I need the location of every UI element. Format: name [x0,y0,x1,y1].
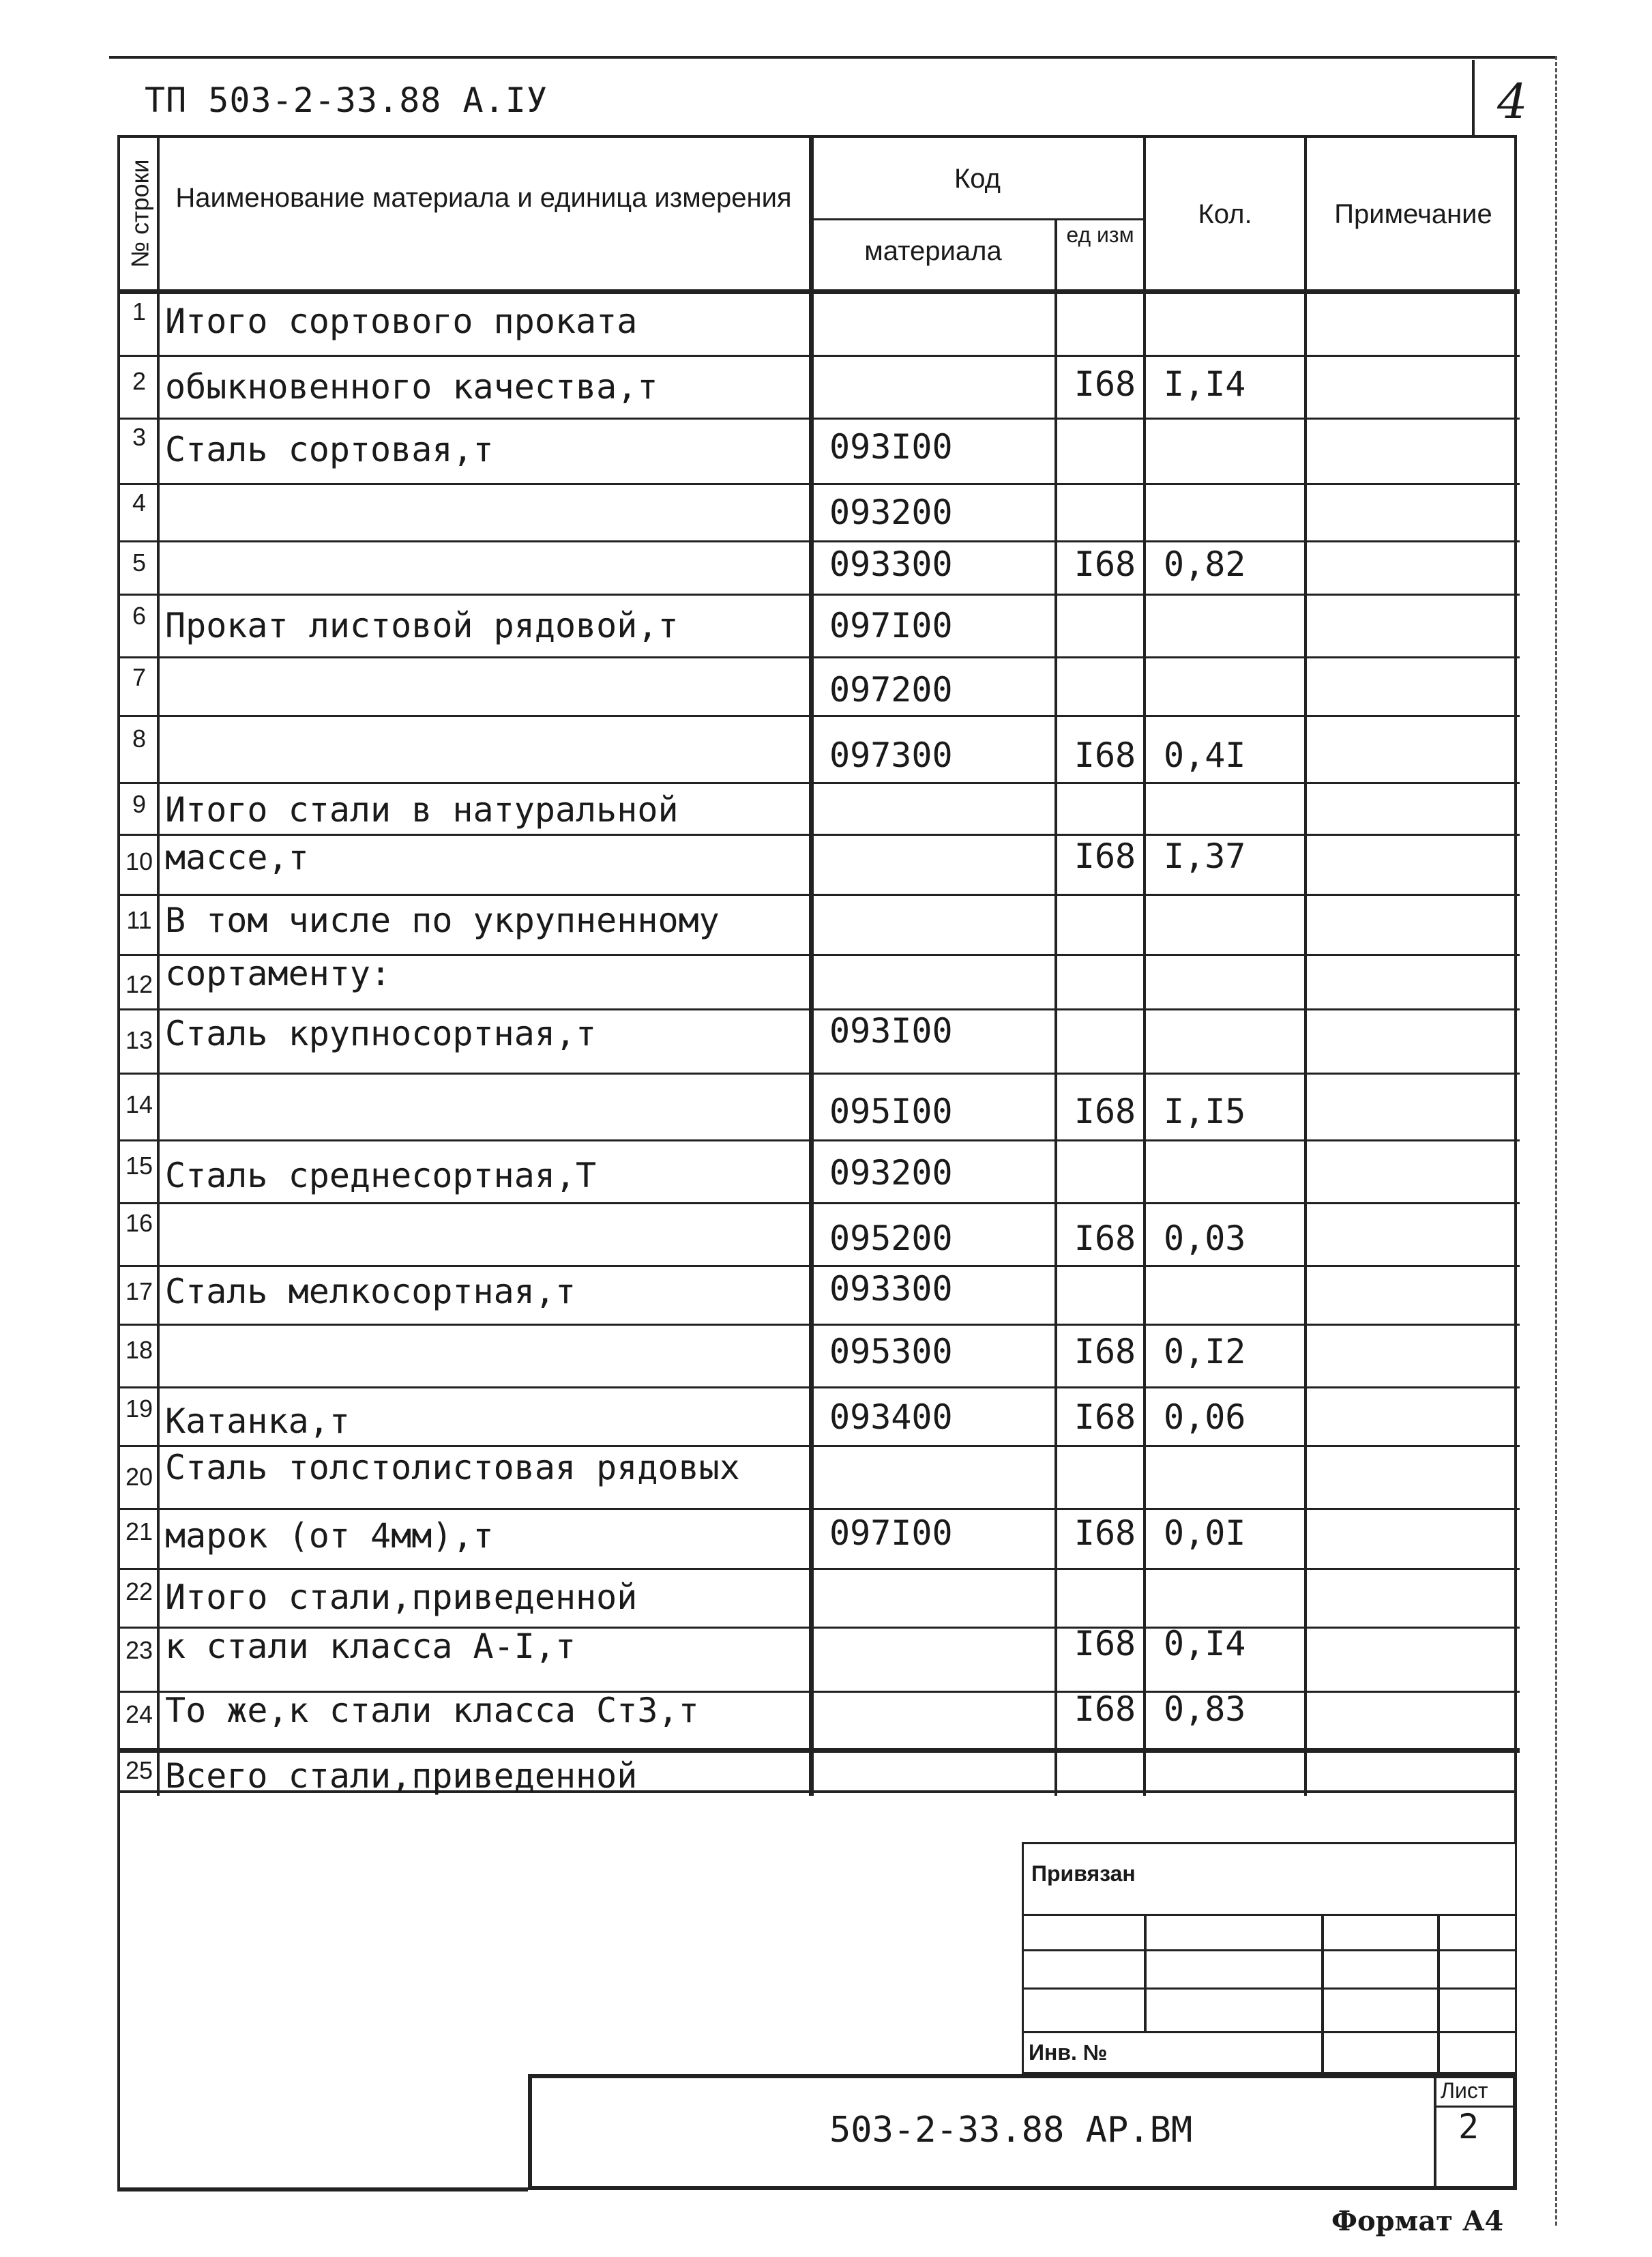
stamp-rule [1024,1914,1515,1916]
row-rule [120,1139,1520,1141]
row-number: 16 [125,1209,153,1237]
page-bottom-border [117,2187,528,2192]
page-right-border [1514,1793,1517,1842]
row-qty: 0,I4 [1164,1624,1246,1663]
row-qty: 0,03 [1164,1219,1246,1258]
row-name: массе,т [165,838,309,877]
header-name: Наименование материала и единица измерения [175,183,792,213]
row-unit: I68 [1074,1332,1136,1371]
row-rule [120,1568,1520,1570]
row-name: В том числе по укрупненному [165,901,720,940]
stamp-rule [1024,1949,1515,1951]
row-name: обыкновенного качества,т [165,367,658,407]
stamp-rule [1024,2031,1515,2033]
row-number: 1 [132,297,147,325]
row-code: 093300 [829,544,953,584]
row-qty: I,I4 [1164,364,1246,404]
row-rule [120,1008,1520,1010]
row-code: 093200 [829,1153,953,1193]
row-rule [120,894,1520,896]
row-unit: I68 [1074,836,1136,876]
row-code: 095200 [829,1219,953,1258]
row-rule [120,1445,1520,1447]
row-rule [120,1386,1520,1388]
row-rule [120,594,1520,596]
materials-table [117,135,1517,1796]
col-divider-name [809,138,814,1796]
col-divider-qty [1304,138,1307,1796]
row-number: 10 [125,847,153,875]
stamp-rule [1024,1987,1515,1990]
page-number: 4 [1497,74,1528,130]
row-name: Итого стали в натуральной [165,790,679,830]
row-number: 14 [125,1090,153,1118]
row-rule [120,1265,1520,1267]
row-number: 6 [132,602,147,630]
header-row-number: № строки [126,159,154,268]
row-unit: I68 [1074,1092,1136,1131]
row-number: 19 [125,1395,153,1423]
header-unit: ед изм [1066,222,1134,247]
row-unit: I68 [1074,1689,1136,1729]
row-number: 20 [125,1463,153,1491]
row-name: марок (от 4мм),т [165,1516,494,1556]
row-rule [120,418,1520,420]
row-name: Катанка,т [165,1401,350,1441]
row-number: 8 [132,725,147,753]
row-number: 17 [125,1277,153,1305]
col-divider-material [1054,218,1057,1796]
row-unit: I68 [1074,736,1136,775]
row-number: 3 [132,423,147,451]
sheet-label: Лист [1441,2078,1488,2103]
row-rule [120,834,1520,836]
row-code: 095I00 [829,1092,953,1131]
row-code: 097I00 [829,606,953,645]
row-qty: 0,82 [1164,544,1246,584]
row-rule [120,540,1520,542]
row-rule [120,1324,1520,1326]
row-rule [120,1202,1520,1204]
row-unit: I68 [1074,1219,1136,1258]
row-name: Сталь мелкосортная,т [165,1272,576,1311]
row-number: 5 [132,549,147,577]
row-name: Всего стали,приведенной [165,1756,638,1796]
header-rule [109,56,1555,59]
row-name: сортаменту: [165,954,392,993]
row-number: 13 [125,1026,153,1054]
row-rule [120,483,1520,485]
row-number: 25 [125,1756,153,1784]
title-block-divider [1434,2078,1436,2186]
row-code: 093200 [829,493,953,532]
row-qty: I,I5 [1164,1092,1246,1131]
row-rule [120,782,1520,784]
row-number: 7 [132,663,147,691]
row-rule [120,355,1520,357]
document-code: 503-2-33.88 АР.ВМ [829,2110,1193,2151]
row-unit: I68 [1074,1397,1136,1437]
row-code: 093I00 [829,1011,953,1051]
row-number: 4 [132,489,147,516]
document-header-code: ТП 503-2-33.88 А.IУ [145,81,548,120]
trim-line [1555,56,1557,2226]
attached-label: Привязан [1031,1861,1136,1886]
row-name: Сталь сортовая,т [165,430,494,469]
row-qty: 0,06 [1164,1397,1246,1437]
row-code: 097300 [829,736,953,775]
row-qty: 0,4I [1164,736,1246,775]
row-name: Сталь среднесортная,Т [165,1156,597,1195]
row-number: 21 [125,1517,153,1545]
stamp-col-divider [1321,1914,1324,2073]
header-bottom-rule [120,289,1520,294]
row-code: 093300 [829,1269,953,1309]
stamp-col-divider [1144,1914,1147,2031]
stamp-col-divider [1437,1914,1440,2073]
row-number: 15 [125,1152,153,1180]
row-name: Сталь толстолистовая рядовых [165,1448,740,1487]
row-name: Сталь крупносортная,т [165,1014,597,1053]
header-subdivider [809,218,1143,220]
header-quantity: Кол. [1198,199,1252,229]
row-number: 9 [132,790,147,818]
row-number: 2 [132,367,147,395]
row-code: 097200 [829,670,953,710]
row-number: 12 [125,970,153,998]
sheet-number: 2 [1458,2107,1479,2146]
row-number: 11 [126,906,152,934]
header-code-group: Код [954,164,1001,194]
row-qty: I,37 [1164,836,1246,876]
row-unit: I68 [1074,1513,1136,1553]
row-qty: 0,83 [1164,1689,1246,1729]
row-unit: I68 [1074,544,1136,584]
header-note: Примечание [1334,199,1492,229]
row-unit: I68 [1074,1624,1136,1663]
row-number: 24 [125,1700,153,1728]
row-number: 22 [125,1577,153,1605]
row-rule [120,1508,1520,1510]
row-code: 093400 [829,1397,953,1437]
row-name: То же,к стали класса Ст3,т [165,1691,699,1730]
header-separator [1472,60,1475,135]
row-qty: 0,0I [1164,1513,1246,1553]
row-qty: 0,I2 [1164,1332,1246,1371]
row-name: Итого стали,приведенной [165,1577,638,1617]
inventory-number-label: Инв. № [1029,2040,1108,2065]
row-rule [120,715,1520,717]
row-number: 18 [125,1336,153,1364]
row-code: 097I00 [829,1513,953,1553]
table-body-bottom-rule [120,1748,1520,1753]
row-unit: I68 [1074,364,1136,404]
header-material: материала [864,236,1002,266]
paper-format-label: Формат А4 [1331,2205,1504,2237]
row-name: Итого сортового проката [165,302,638,341]
row-number: 23 [125,1636,153,1664]
row-rule [120,656,1520,658]
row-rule [120,1073,1520,1075]
row-name: к стали класса А-I,т [165,1627,576,1666]
row-name: Прокат листовой рядовой,т [165,606,679,645]
row-code: 093I00 [829,427,953,467]
page-left-border [117,1793,120,2190]
row-code: 095300 [829,1332,953,1371]
